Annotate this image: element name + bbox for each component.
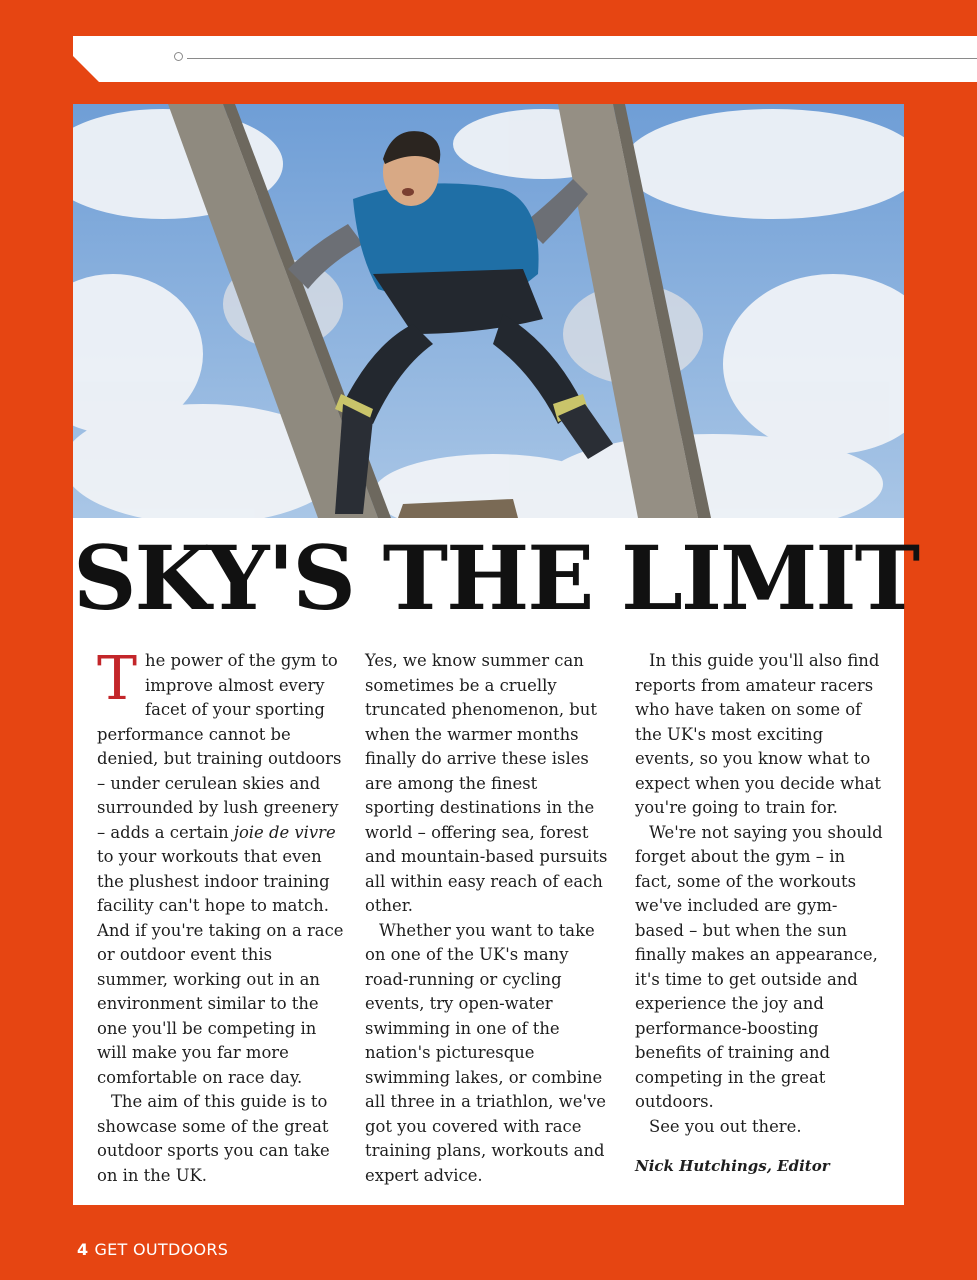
paragraph: See you out there. [649, 1116, 802, 1136]
publication-title: GET OUTDOORS [94, 1240, 229, 1259]
column-1 [97, 644, 345, 1188]
page-footer [77, 1240, 228, 1259]
athlete-climbing-image [73, 104, 904, 518]
article-panel [73, 104, 919, 1205]
header-rule [187, 58, 977, 59]
intro-text-start: he power of the gym to improve almost every facet of your sporting performance cannot be denied, but training outdoors – under cerulean skies and surrounded by lush greenery – adds a certain [97, 651, 342, 842]
intro-text-end: to your workouts that even the plushest indoor training facility can't hope to match. And if you're taking on a race or outdoor event this summer, working out in an environment similar to the one you'll be competing in will make you far more comfortable on race day. [97, 847, 344, 1087]
paragraph: We're not saying you should forget about the gym – in fact, some of the workouts we've included are gym-based – but when the sun finally makes an appearance, it's time to get outside and experience the joy and performance-boosting benefits of training and competing in the great outdoors. [635, 822, 883, 1111]
intro-text-italic: joie de vivre [233, 822, 336, 842]
intro-paragraph [97, 644, 345, 1090]
editor-signature: Nick Hutchings, Editor [635, 1157, 830, 1175]
column-3 [635, 649, 883, 1179]
paragraph: In this guide you'll also find reports from amateur racers who have taken on some of the UK's most exciting events, so you know what to expect when you decide what you're going to train for. [635, 651, 882, 817]
header-bar [73, 36, 977, 82]
hero-photo [73, 104, 904, 518]
paragraph: Whether you want to take on one of the UK's many road-running or cycling events, try open-water swimming in one of the nation's picturesque swimming lakes, or combine all three in a triathlon, we've got you covered with race training plans, workouts and expert advice. [365, 920, 606, 1185]
header-dot-icon [174, 52, 183, 61]
column-2 [365, 649, 610, 1188]
paragraph: The aim of this guide is to showcase some of the great outdoor sports you can take on in the UK. [97, 1092, 330, 1185]
drop-cap: T [97, 644, 138, 714]
article-headline: SKY'S THE LIMIT [73, 526, 919, 630]
page-number: 4 [77, 1240, 89, 1259]
paragraph: Yes, we know summer can sometimes be a cruelly truncated phenomenon, but when the warmer months finally do arrive these isles are among the finest sporting destinations in the world – offering sea, forest and mountain-based pursuits all within easy reach of each other. [365, 651, 608, 915]
